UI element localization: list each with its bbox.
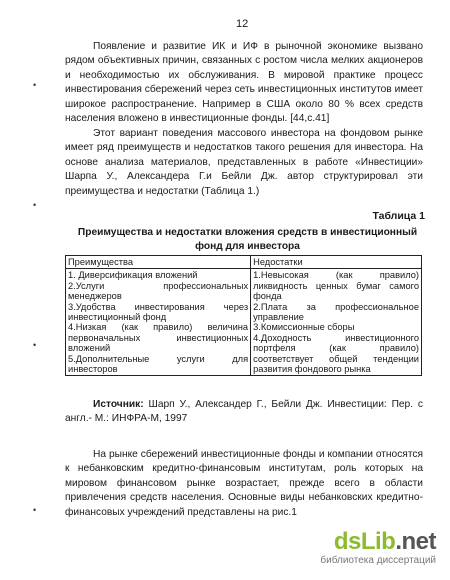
margin-mark: •: [33, 80, 37, 90]
table-source: [65, 398, 423, 427]
advantages-cell: [66, 269, 251, 376]
advantage-item: 1. Диверсификация вложений: [68, 270, 198, 281]
advantage-item: 3.Удобства инвестирования через инвестиционный фонд: [68, 301, 249, 323]
disadvantages-cell: [251, 269, 422, 376]
table-header-disadvantages: Недостатки: [251, 256, 422, 269]
advantage-item: 2.Услуги профессиональных менеджеров: [68, 280, 249, 302]
paragraph-intro: Появление и развитие ИК и ИФ в рыночной экономике вызвано рядом объективных причин, связанных с ростом числа мелких акционеров и необходимостью их обслуживания. В мировой практике процесс инвестирования сбережений через сеть инвестиционных институтов имеет широкое распространение. Например в США около 80 % всех средств населения вложено в инвестиционные фонды. [44,с.41]: [65, 41, 423, 125]
table-caption: Таблица 1: [372, 210, 425, 222]
watermark-logo-tld: .net: [395, 528, 436, 555]
page-number: 12: [236, 18, 249, 30]
watermark-logo[interactable]: [320, 530, 436, 554]
advantage-item: 5.Дополнительные услуги для инвесторов: [68, 353, 249, 375]
disadvantage-item: 1.Невысокая (как правило) ликвидность ценных бумаг самого фонда: [253, 270, 419, 302]
disadvantage-item: 2.Плата за профессиональное управление: [253, 301, 419, 323]
table-row: [66, 269, 422, 376]
watermark-logo-main: dsLib: [333, 528, 396, 555]
paragraph-variant: Этот вариант поведения массового инвестора на фондовом рынке имеет ряд преимуществ и недостатков такого решения для инвестора. На основе анализа материалов, представленных в работе «Инвестиции» Шарпа У., Александера Г.и Бейли Дж. автор структурировал эти преимущества и недостатки (Таблица 1.): [65, 128, 423, 197]
table-title: Преимущества и недостатки вложения средств в инвестиционный фонд для инвестора: [77, 227, 418, 253]
margin-mark: •: [33, 340, 37, 350]
source-text: Шарп У., Александер Г., Бейли Дж. Инвестиции: Пер. с англ.- М.: ИНФРА-М, 1997: [65, 399, 423, 425]
advantages-table: [65, 255, 422, 376]
source-label: Источник:: [93, 399, 144, 410]
disadvantage-item: 4.Доходность инвестиционного портфеля (как правило) соответствует общей тенденции развития фондового рынка: [253, 332, 419, 375]
advantage-item: 4.Низкая (как правило) величина первоначальных инвестиционных вложений: [68, 322, 249, 354]
table-header-advantages: Преимущества: [66, 256, 251, 269]
watermark: [320, 530, 436, 566]
table-header-row: [66, 256, 422, 269]
paragraph-market: На рынке сбережений инвестиционные фонды и компании относятся к небанковским кредитно-финансовым институтам, роль которых на мировом финансовом рынке возрастает, прежде всего в области привлечения средств населения. Основные виды небанковских кредитно-финансовых учреждений представлены на рис.1: [65, 449, 423, 518]
margin-mark: •: [33, 200, 37, 210]
disadvantage-item: 3.Комиссионные сборы: [253, 322, 355, 333]
margin-mark: •: [33, 505, 37, 515]
watermark-subtitle: библиотека диссертаций: [320, 555, 436, 566]
